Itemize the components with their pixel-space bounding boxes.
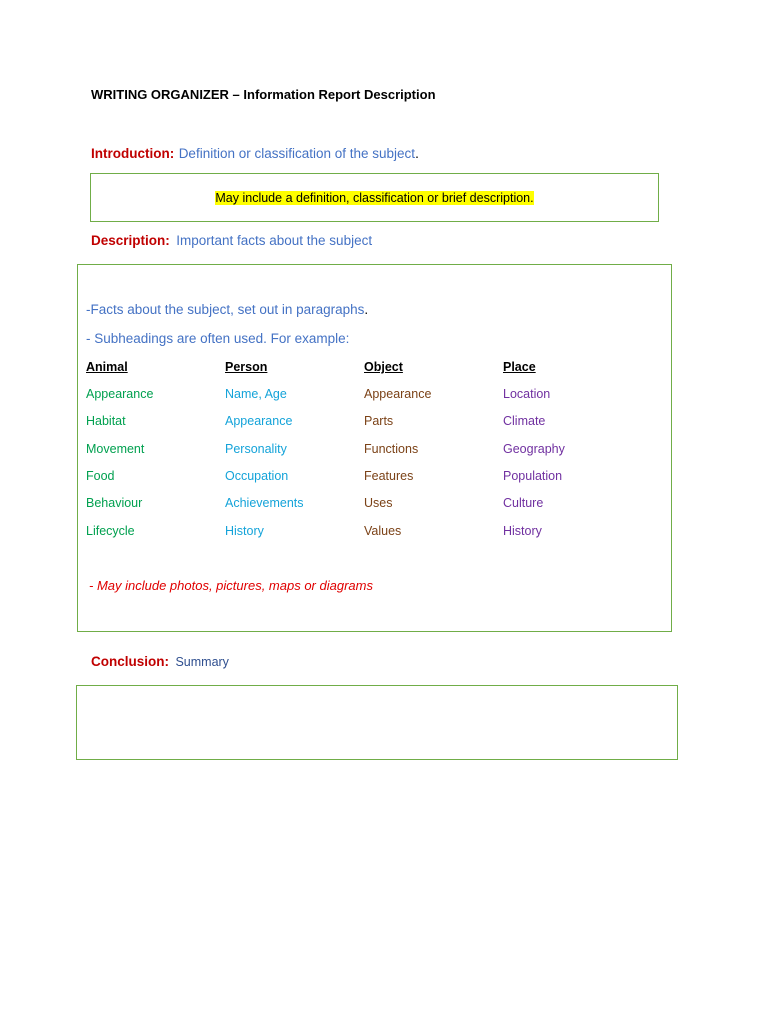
object-item: Functions — [364, 442, 419, 456]
introduction-box-text: May include a definition, classification or brief description. — [215, 191, 534, 205]
place-item: Climate — [503, 414, 546, 428]
person-item: History — [225, 524, 264, 538]
column-heading-object: Object — [364, 360, 403, 374]
animal-item: Appearance — [86, 387, 154, 401]
object-item: Parts — [364, 414, 394, 428]
person-item: Achievements — [225, 496, 304, 510]
conclusion-colon: : — [164, 654, 169, 669]
object-item: Values — [364, 524, 402, 538]
column-heading-animal: Animal — [86, 360, 128, 374]
place-item: History — [503, 524, 542, 538]
column-heading-person: Person — [225, 360, 268, 374]
place-item: Location — [503, 387, 551, 401]
animal-item: Food — [86, 469, 115, 483]
conclusion-description: Summary — [175, 655, 229, 669]
description-line-1 — [86, 302, 368, 317]
description-description: Important facts about the subject — [176, 233, 373, 248]
animal-item: Movement — [86, 442, 145, 456]
place-item: Population — [503, 469, 563, 483]
object-item: Uses — [364, 496, 393, 510]
place-item: Geography — [503, 442, 565, 456]
description-line-2: - Subheadings are often used. For example: — [86, 331, 350, 346]
person-item: Personality — [225, 442, 287, 456]
document-title: WRITING ORGANIZER – Information Report Description — [91, 87, 436, 102]
object-item: Appearance — [364, 387, 432, 401]
description-label: Description — [91, 233, 166, 248]
description-note: - May include photos, pictures, maps or diagrams — [89, 578, 373, 593]
column-heading-place: Place — [503, 360, 536, 374]
conclusion-label: Conclusion — [91, 654, 165, 669]
introduction-label: Introduction — [91, 146, 170, 161]
description-heading — [91, 232, 372, 250]
description-colon: : — [165, 233, 170, 248]
introduction-heading — [91, 145, 419, 163]
place-item: Culture — [503, 496, 544, 510]
introduction-box — [90, 173, 659, 222]
animal-item: Habitat — [86, 414, 126, 428]
conclusion-heading — [91, 653, 229, 671]
person-item: Appearance — [225, 414, 293, 428]
introduction-colon: : — [169, 146, 175, 161]
person-item: Name, Age — [225, 387, 287, 401]
conclusion-box — [76, 685, 678, 760]
object-item: Features — [364, 469, 414, 483]
animal-item: Behaviour — [86, 496, 143, 510]
person-item: Occupation — [225, 469, 289, 483]
introduction-description: Definition or classification of the subject — [178, 146, 416, 161]
description-line-1-text: -Facts about the subject, set out in paragraphs — [86, 302, 365, 317]
animal-item: Lifecycle — [86, 524, 135, 538]
introduction-period: . — [415, 146, 419, 161]
description-line-1-period: . — [364, 302, 369, 317]
